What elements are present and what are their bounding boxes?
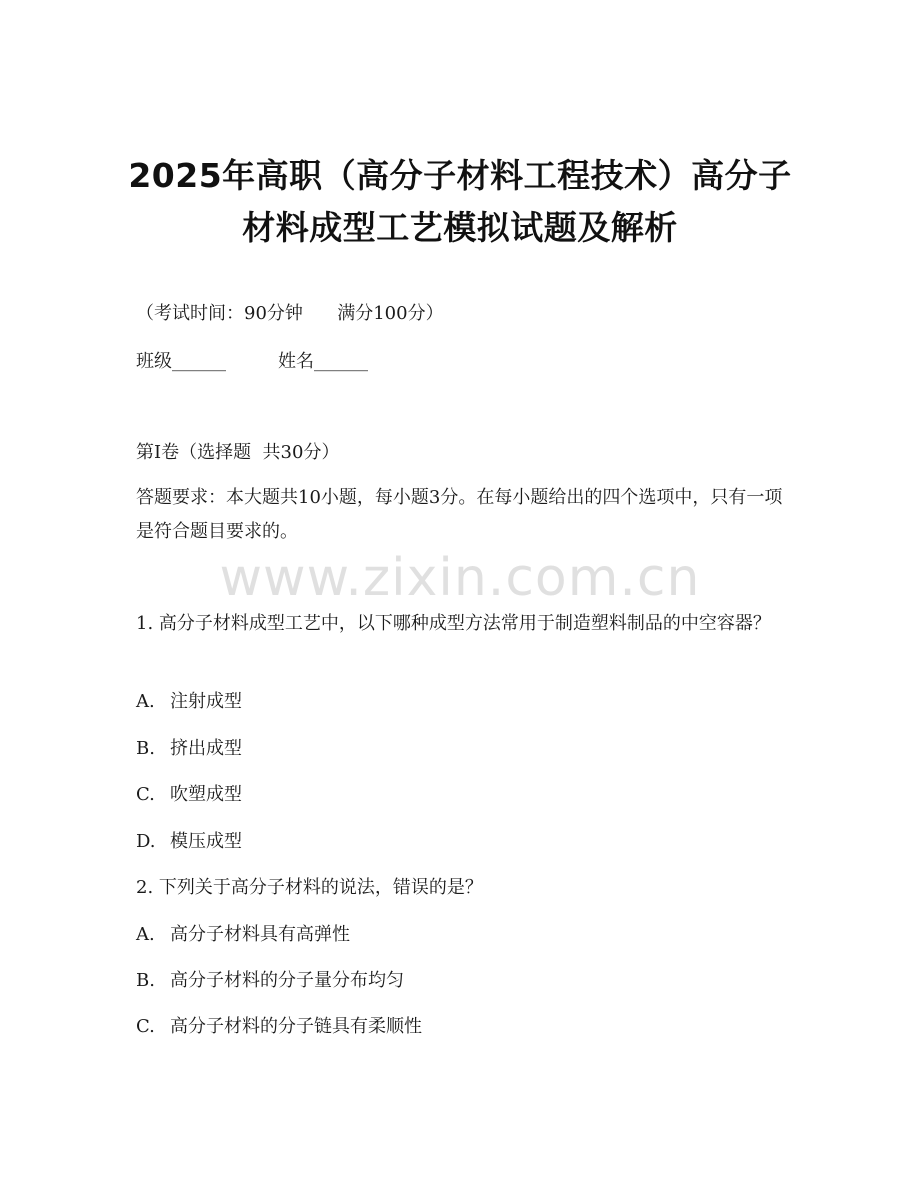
- question-2-stem: 2. 下列关于高分子材料的说法，错误的是？: [136, 877, 483, 898]
- option-text: 吹塑成型: [170, 784, 242, 805]
- question-1-stem: 1. 高分子材料成型工艺中，以下哪种成型方法常用于制造塑料制品的中空容器？: [136, 613, 771, 634]
- exam-meta: （考试时间：90分钟 满分100分）: [136, 303, 444, 324]
- question-1-option-c: [136, 778, 786, 812]
- question-2-option-c: [136, 1010, 786, 1044]
- option-letter: C.: [136, 784, 155, 805]
- option-letter: A.: [136, 924, 155, 945]
- question-1-option-b: [136, 732, 786, 766]
- option-letter: C.: [136, 1016, 155, 1037]
- option-text: 高分子材料的分子量分布均匀: [170, 970, 404, 991]
- class-field: 班级______: [136, 351, 226, 372]
- option-letter: B.: [136, 738, 155, 759]
- option-letter: B.: [136, 970, 155, 991]
- watermark: www.zixin.com.cn: [219, 548, 701, 608]
- name-field: 姓名______: [278, 351, 368, 372]
- option-text: 注射成型: [170, 691, 242, 712]
- question-1-option-d: [136, 825, 786, 859]
- option-text: 高分子材料具有高弹性: [170, 924, 350, 945]
- option-letter: A.: [136, 691, 155, 712]
- title-line-2: 材料成型工艺模拟试题及解析: [242, 208, 678, 247]
- option-text: 模压成型: [170, 831, 242, 852]
- option-letter: D.: [136, 831, 156, 852]
- option-text: 挤出成型: [170, 738, 242, 759]
- section-heading: 第I卷（选择题 共30分）: [136, 442, 340, 463]
- question-2-option-b: [136, 964, 786, 998]
- question-2-option-a: [136, 918, 786, 952]
- instructions: 答题要求：本大题共10小题，每小题3分。在每小题给出的四个选项中，只有一项是符合题目要求的。: [136, 487, 783, 542]
- page-title: [100, 150, 820, 254]
- question-1-option-a: [136, 685, 786, 719]
- student-fields: [136, 345, 786, 379]
- option-text: 高分子材料的分子链具有柔顺性: [170, 1016, 422, 1037]
- title-line-1: 2025年高职（高分子材料工程技术）高分子: [128, 156, 792, 195]
